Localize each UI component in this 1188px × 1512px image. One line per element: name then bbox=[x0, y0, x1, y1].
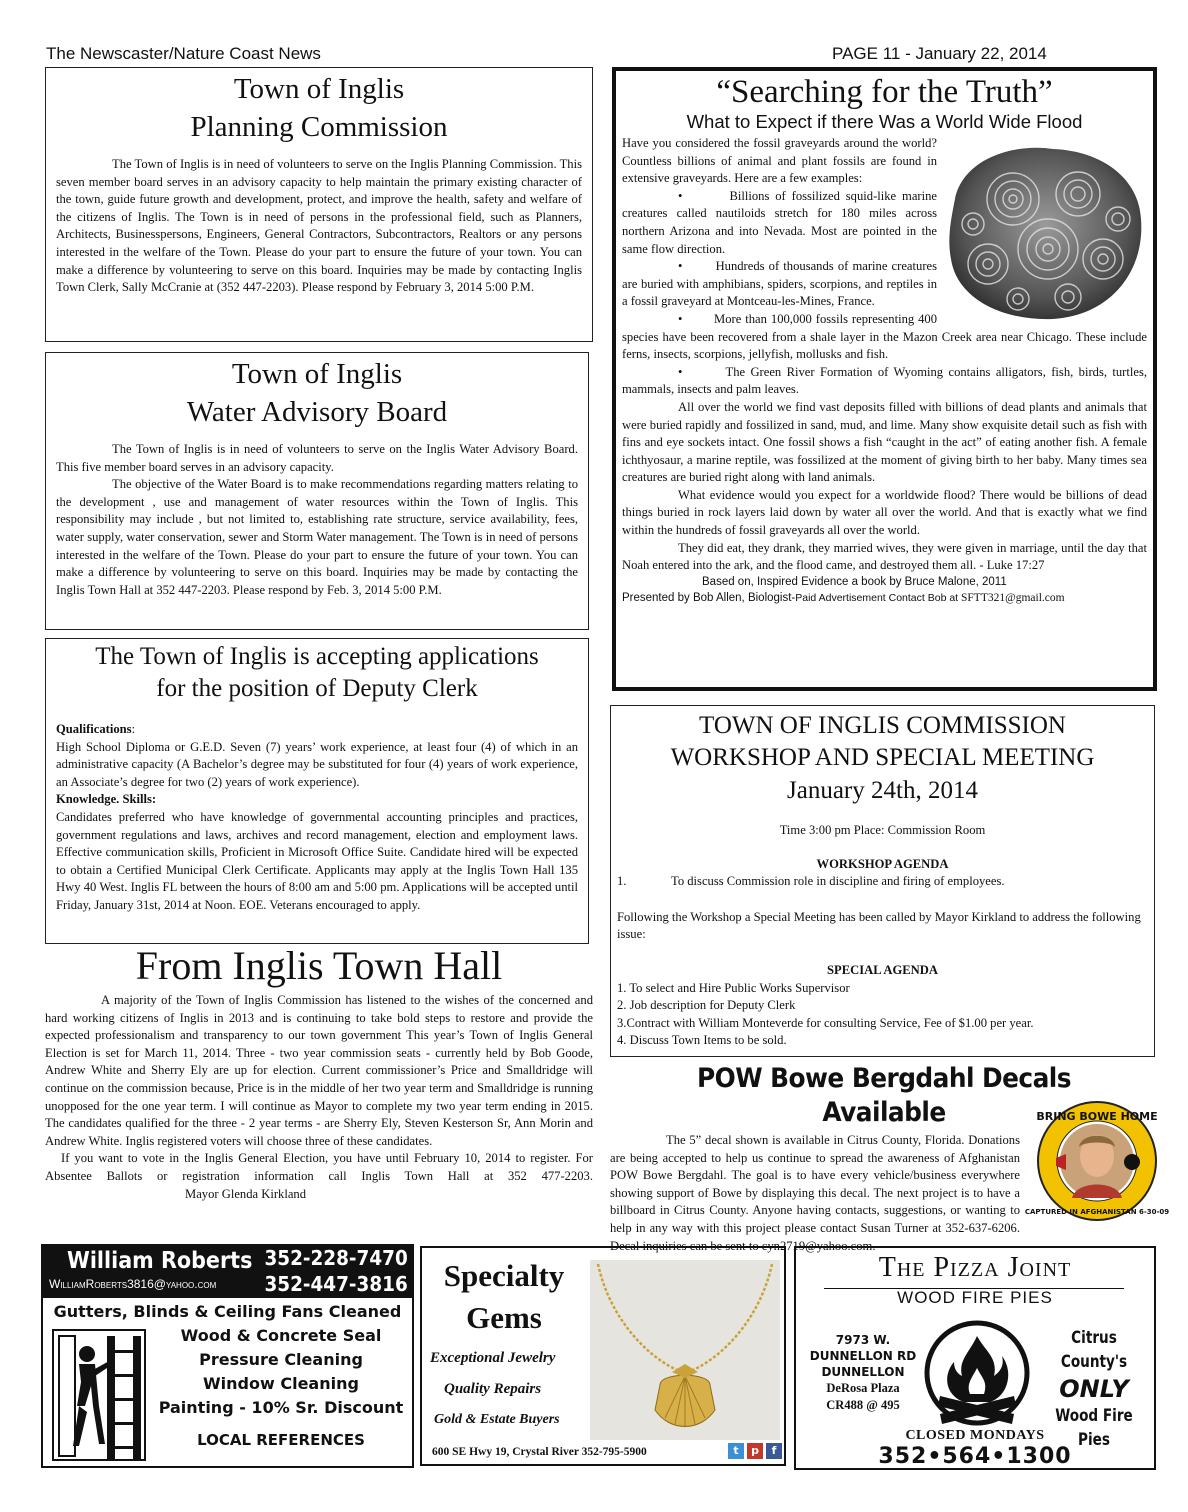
clerk-skills-label: Knowledge. Skills: bbox=[56, 792, 157, 807]
bullet-glyph: • bbox=[678, 188, 683, 203]
pow-decal-image bbox=[1024, 1100, 1170, 1222]
clerk-qualifications: Qualifications: bbox=[56, 722, 136, 736]
facebook-icon[interactable]: f bbox=[766, 1443, 782, 1459]
pizza-addr-3: DUNNELLON bbox=[821, 1365, 905, 1379]
town-hall-body-1: A majority of the Town of Inglis Commission has listened to the wishes of the concerned and hard working citizens of Inglis in 2013 and is continuing to take bold steps to restore and provide the expected professionalism and transparency to our town government This year’s Town of Inglis General Election is set for March 11, 2014. Three - two year commission seats - currently held by Bob Goode, Andrew White and Sherry Ely are up for election. Current commissioner’s Price and Smalldridge will continue on the commission because, Price is in the middle of her two year term and Smalldridge is running unopposed for the one year term. I will continue as Mayor to complete my two year term ending in 2015. The candidates qualified for the three - 2 year terms - are Sherry Ely, Steven Kesterson Sr, Ann Morin and Andrew White. Inglis registered voters will choose three of these candidates. bbox=[45, 993, 593, 1148]
town-hall-body-2 bbox=[45, 1150, 593, 1203]
meeting-title-2: WORKSHOP AND SPECIAL MEETING bbox=[670, 744, 1095, 771]
pizza-subtitle: WOOD FIRE PIES bbox=[897, 1288, 1053, 1307]
truth-bullet-4-text: The Green River Formation of Wyoming contains alligators, fish, birds, turtles, mammals, insects and palm leaves. bbox=[622, 364, 1147, 397]
painter-silhouette-icon bbox=[49, 1326, 149, 1464]
pow-body: The 5” decal shown is available in Citrus County, Florida. Donations are being accepted to help us continue to spread the awareness of Afghanistan POW Bowe Bergdahl. The goal is to have every vehicle/business everywhere showing support of Bowe by displaying this decal. The next project is to have a billboard in Citrus County. Anyone having contacts, suggestions, or wanting to help in any way with this project please contact Susan Turner at 352-637-6206. Decal inquiries can be sent to cyn2719@yahoo.com. bbox=[610, 1133, 1020, 1253]
truth-based-on: Based on, Inspired Evidence a book by Bruce Malone, 2011 bbox=[702, 575, 1007, 588]
meeting-time: Time 3:00 pm Place: Commission Room bbox=[779, 823, 986, 837]
pinterest-icon[interactable]: p bbox=[747, 1443, 763, 1459]
pizza-wood-fire: Wood Fire Pies bbox=[1055, 1406, 1133, 1450]
town-hall-article bbox=[45, 944, 593, 1236]
qualifications-label: Qualifications bbox=[56, 722, 132, 736]
special-item-1: 1. To select and Hire Public Works Supervisor bbox=[617, 980, 850, 995]
presented-by: Presented by Bob Allen, Biologist- bbox=[622, 591, 796, 604]
roberts-service-1: Gutters, Blinds & Ceiling Fans Cleaned bbox=[53, 1302, 402, 1321]
meeting-following: Following the Workshop a Special Meeting has been called by Mayor Kirkland to address the following issue: bbox=[617, 909, 1141, 942]
workshop-item-text: To discuss Commission role in discipline and firing of employees. bbox=[671, 874, 1005, 889]
clerk-skills-text: Candidates preferred who have knowledge of governmental accounting principles and practices, government regulations and laws, archives and record management, election and employment laws. Effective communication skills, Proficient in Microsoft Office Suite. Candidate hired will be expected to obtain a Certified Municipal Clerk Certificate. Applicants may apply at the Inglis Town Hall 135 Hwy 40 West. Inglis FL between the hours of 8:00 am and 5:00 pm. Applications will be accepted until Friday, January 31st, 2014 at Noon. EOE. Veterans encouraged to apply. bbox=[56, 809, 578, 912]
workshop-agenda-heading: WORKSHOP AGENDA bbox=[816, 856, 949, 871]
pendant-svg bbox=[590, 1260, 780, 1440]
specialty-gems-ad bbox=[420, 1246, 786, 1466]
pizza-name: The Pizza Joint bbox=[878, 1252, 1072, 1283]
gems-title-2: Gems bbox=[466, 1300, 542, 1335]
roberts-service-4: Window Cleaning bbox=[203, 1374, 359, 1393]
flame-svg bbox=[924, 1318, 1030, 1428]
decal-svg bbox=[1024, 1100, 1170, 1222]
clerk-qualifications-text: High School Diploma or G.E.D. Seven (7) years’ work experience, at least four (4) of which in an administrative capacity (A Bachelor’s degree may be substituted for four (4) years of work experience, an Associate’s degree for two (2) years of work experience). bbox=[56, 739, 578, 789]
decal-top-text: BRING BOWE HOME bbox=[1036, 1110, 1158, 1123]
commission-meeting-notice bbox=[610, 705, 1155, 1057]
water-title-1: Town of Inglis bbox=[231, 358, 403, 390]
truth-intro: Have you considered the fossil graveyards around the world? Countless billions of animal and plant fossils are found in extensive graveyards. Here are a few examples: bbox=[622, 136, 937, 186]
pizza-address bbox=[808, 1332, 918, 1414]
roberts-phone-1: 352-228-7470 bbox=[264, 1246, 408, 1270]
truth-para-2: What evidence would you expect for a worldwide flood? There would be billions of dead things buried in rock layers laid down by water all over the world. And that is exactly what we find within the hundreds of fossil graveyards all over the world. bbox=[622, 487, 1147, 538]
workshop-item-number: 1. bbox=[617, 874, 627, 889]
truth-article bbox=[612, 67, 1157, 691]
water-board-notice bbox=[45, 352, 589, 630]
ammonite-fossil-image bbox=[943, 139, 1147, 323]
town-hall-signature: Mayor Glenda Kirkland bbox=[185, 1186, 307, 1201]
special-item-3: 3.Contract with William Monteverde for consulting Service, Fee of $1.00 per year. bbox=[617, 1015, 1034, 1030]
pow-title: POW Bowe Bergdahl Decals Available bbox=[696, 1063, 1072, 1128]
bullet-glyph: • bbox=[678, 364, 683, 379]
gems-address: 600 SE Hwy 19, Crystal River 352-795-5900 bbox=[432, 1446, 647, 1458]
planning-title-2: Planning Commission bbox=[190, 111, 448, 143]
twitter-icon[interactable]: t bbox=[728, 1443, 744, 1459]
pizza-closed: CLOSED MONDAYS bbox=[905, 1428, 1045, 1443]
pizza-addr-1: 7973 W. bbox=[835, 1333, 891, 1347]
truth-title: “Searching for the Truth” bbox=[716, 74, 1053, 110]
meeting-date: January 24th, 2014 bbox=[787, 777, 978, 804]
gems-line-2: Quality Repairs bbox=[444, 1381, 542, 1397]
roberts-email: WilliamRoberts3816@yahoo.com bbox=[49, 1277, 217, 1291]
roberts-banner bbox=[43, 1246, 412, 1298]
painter-svg bbox=[49, 1326, 149, 1464]
paid-ad: Paid Advertisement Contact Bob at bbox=[795, 591, 962, 604]
truth-bullet-2-text: Hundreds of thousands of marine creatures are buried with amphibians, spiders, scorpions, and reptiles in a fossil graveyard at Montceau-les-Mines, France. bbox=[622, 259, 938, 309]
shell-pendant-image bbox=[590, 1260, 780, 1440]
water-body-1: The Town of Inglis is in need of volunteers to serve on the Inglis Water Advisory Board. This five member board serves in an advisory capacity. bbox=[56, 442, 578, 474]
pizza-citrus: Citrus County's bbox=[1060, 1328, 1128, 1372]
meeting-title-1: TOWN OF INGLIS COMMISSION bbox=[699, 712, 1066, 739]
truth-bullet-3-text: More than 100,000 fossils representing 400 species have been recovered from a shale layer in the Mazon Creek area near Chicago. These include ferns, insects, scorpions, jellyfish, mollusks and fish. bbox=[622, 311, 1147, 362]
gems-line-1: Exceptional Jewelry bbox=[430, 1350, 556, 1366]
special-agenda-heading: SPECIAL AGENDA bbox=[827, 962, 938, 977]
roberts-service-5: Painting - 10% Sr. Discount bbox=[158, 1398, 404, 1417]
water-body-2: The objective of the Water Board is to make recommendations regarding matters relating to the development , use and management of water resources within the Town of Inglis. This responsibility may include , but not limited to, establishing rate structure, service availability, fees, water supply, water conservation, sewer and Storm Water management. The Town is in need of persons interested in the welfare of the Town. Please do your part to ensure the future of your town. You can make a difference by volunteering to serve on this board. Inquiries may be made by contacting the Inglis Town Hall at 352 447-2203. Please respond by Feb. 3, 2014 5:00 P.M. bbox=[56, 477, 578, 597]
pizza-addr-5: CR488 @ 495 bbox=[826, 1398, 900, 1412]
pizza-addr-4: DeRosa Plaza bbox=[826, 1381, 900, 1395]
truth-bullet-1-text: Billions of fossilized squid-like marine creatures called nautiloids stretch for 180 miles across northern Arizona and into Nevada. Most are pointed in the same flow direction. bbox=[622, 188, 937, 256]
planning-title-1: Town of Inglis bbox=[233, 73, 405, 105]
planning-commission-notice bbox=[45, 67, 593, 342]
deputy-clerk-notice bbox=[45, 638, 589, 944]
roberts-references: LOCAL REFERENCES bbox=[197, 1431, 365, 1449]
water-title-2: Water Advisory Board bbox=[186, 396, 448, 428]
town-hall-title: From Inglis Town Hall bbox=[135, 943, 503, 988]
pizza-joint-ad bbox=[794, 1246, 1156, 1470]
flame-logo-icon bbox=[924, 1318, 1030, 1428]
planning-body: The Town of Inglis is in need of volunteers to serve on the Inglis Planning Commission. This seven member board serves in an advisory capacity to help maintain the primary existing character of the town, guide future growth and development, protect, and improve the health, safety and welfare of the citizens of Inglis. The Town is in need of persons in the professional field, such as Planners, Architects, Businesspersons, Engineers, General Contractors, Subcontractors, Realtors or any persons interested in the welfare of the Town. Please do your part to ensure the future of your town. You can make a difference by volunteering to serve on this board. Inquiries may be made by contacting Inglis Town Clerk, Sally McCranie at (352 447-2203). Please respond by February 3, 2014 5:00 P.M. bbox=[56, 157, 582, 295]
truth-para-1: All over the world we find vast deposits filled with billions of dead plants and animals that were buried rapidly and fossilized in sand, mud, and lime. Many show exquisite detail such as fish with fins and eye sockets intact. One fossil shows a fish “caught in the act” of eating another fish. A female ichthyosaur, a marine reptile, was fossilized at the moment of giving birth to her baby. Many times sea creatures are buried right along with land animals. bbox=[622, 399, 1147, 485]
gems-line-3: Gold & Estate Buyers bbox=[434, 1412, 560, 1427]
paper-name: The Newscaster/Nature Coast News bbox=[46, 44, 321, 63]
clerk-title-1: The Town of Inglis is accepting applications bbox=[95, 643, 539, 670]
truth-para-3: They did eat, they drank, they married wives, they were given in marriage, until the day that Noah entered into the ark, and the flood came, and destroyed them all. - Luke 17:27 bbox=[622, 540, 1147, 573]
roberts-phone-2: 352-447-3816 bbox=[264, 1272, 408, 1296]
page-number: PAGE 11 - January 22, 2014 bbox=[832, 44, 1047, 63]
special-item-4: 4. Discuss Town Items to be sold. bbox=[617, 1033, 787, 1048]
truth-presented-by bbox=[622, 590, 1147, 607]
decal-bottom-text: CAPTURED IN AFGHANISTAN 6-30-09 bbox=[1024, 1208, 1170, 1216]
contact-email: SFTT321@gmail.com bbox=[961, 591, 1065, 604]
pow-decal-article bbox=[610, 1062, 1170, 1253]
pizza-only: ONLY bbox=[1059, 1375, 1129, 1403]
clerk-title-2: for the position of Deputy Clerk bbox=[156, 675, 478, 702]
fossil-svg bbox=[943, 139, 1147, 323]
town-hall-body-2-text: If you want to vote in the Inglis General Election, you have until February 10, 2014 to register. For Absentee Ballots or registration information call Inglis Town Hall at 352 477-2203. bbox=[45, 1151, 593, 1183]
truth-subtitle: What to Expect if there Was a World Wide Flood bbox=[686, 111, 1083, 132]
roberts-services-list bbox=[151, 1324, 411, 1452]
bullet-glyph: • bbox=[678, 311, 683, 326]
special-item-2: 2. Job description for Deputy Clerk bbox=[617, 998, 796, 1013]
roberts-service-3: Pressure Cleaning bbox=[199, 1350, 363, 1369]
william-roberts-ad bbox=[41, 1244, 414, 1468]
truth-bullet-4 bbox=[622, 364, 1147, 399]
roberts-name: William Roberts bbox=[67, 1248, 253, 1274]
pizza-addr-2: DUNNELLON RD bbox=[809, 1349, 917, 1363]
pizza-phone: 352•564•1300 bbox=[878, 1444, 1072, 1469]
gems-title-1: Specialty bbox=[443, 1258, 565, 1293]
workshop-item-1 bbox=[617, 873, 1148, 891]
bullet-glyph: • bbox=[678, 259, 683, 274]
roberts-service-2: Wood & Concrete Seal bbox=[180, 1326, 382, 1345]
